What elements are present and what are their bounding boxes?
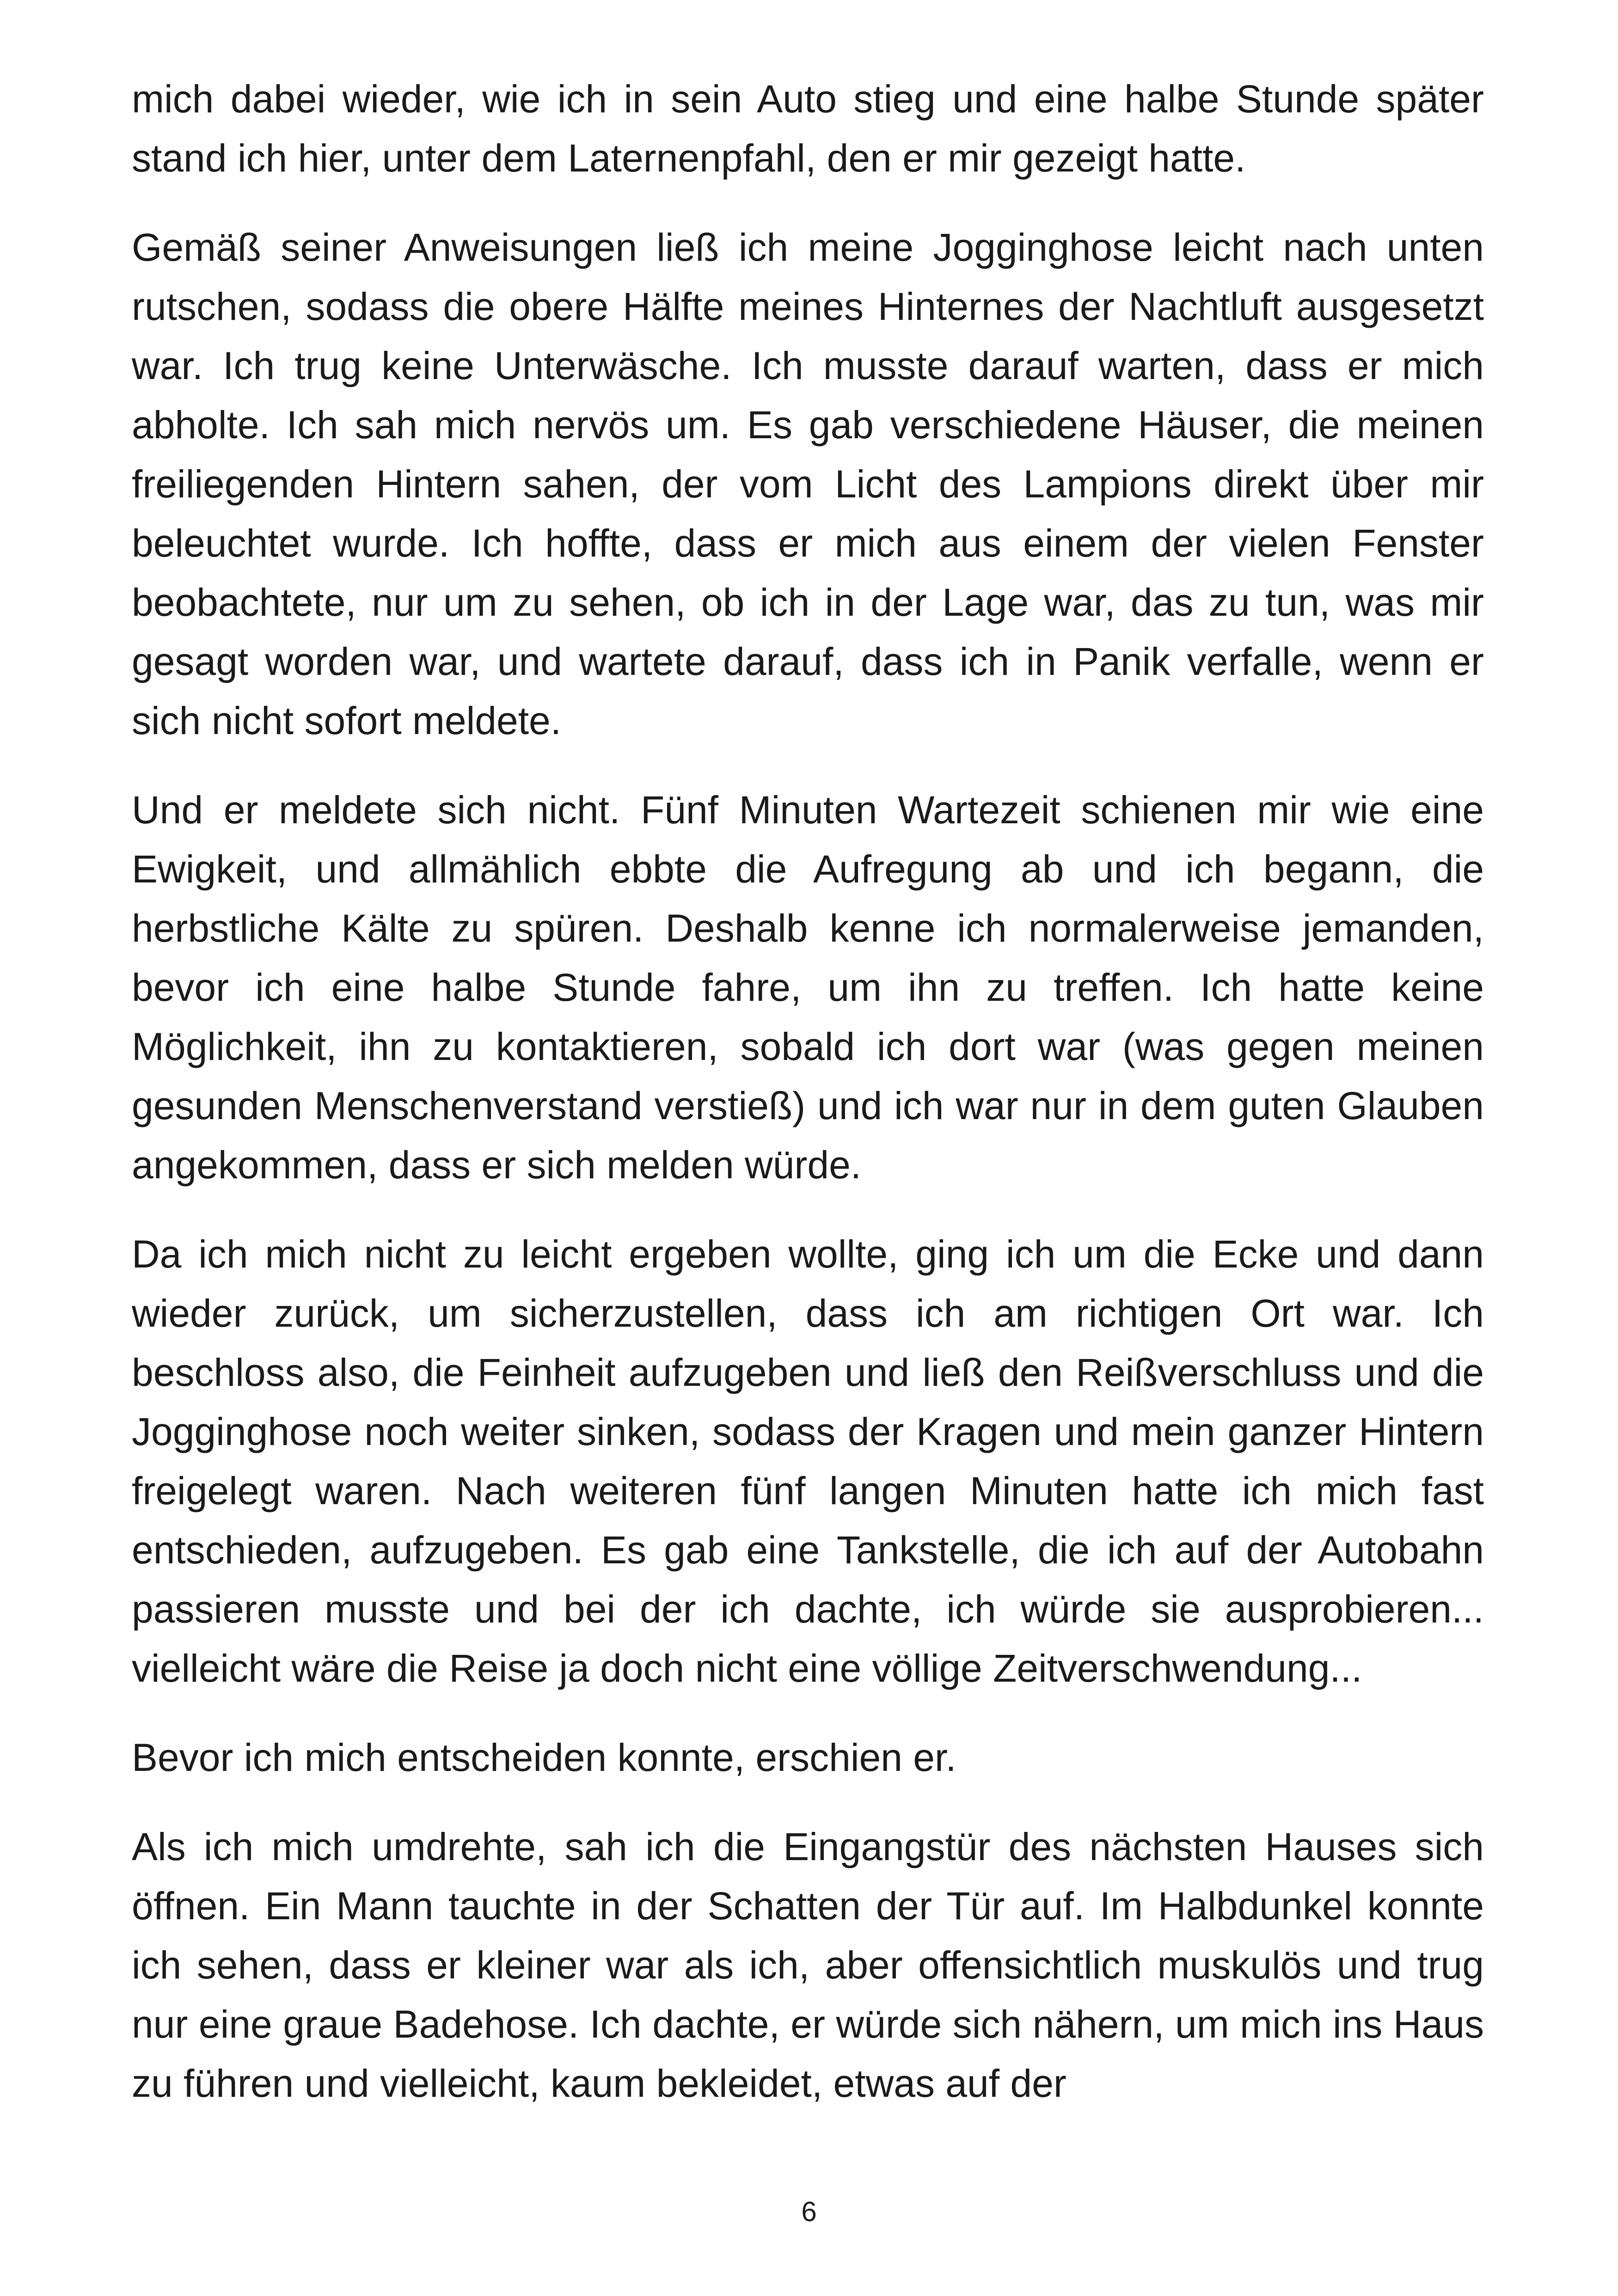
page-number: 6 (801, 2196, 817, 2227)
paragraph-6: Als ich mich umdrehte, sah ich die Eingangstür des nächsten Hauses sich öffnen. Ein Mann tauchte in der Schatten der Tür auf. Im Halbdunkel konnte ich sehen, dass er kleiner war als ich, aber offensichtlich muskulös und trug nur eine graue Badehose. Ich dachte, er würde sich nähern, um mich ins Haus zu führen und vielleicht, kaum bekleidet, etwas auf der (132, 1825, 1484, 2105)
paragraph-2: Gemäß seiner Anweisungen ließ ich meine Jogginghose leicht nach unten rutschen, sodass die obere Hälfte meines Hinternes der Nachtluft ausgesetzt war. Ich trug keine Unterwäsche. Ich musste darauf warten, dass er mich abholte. Ich sah mich nervös um. Es gab verschiedene Häuser, die meinen freiliegenden Hintern sahen, der vom Licht des Lampions direkt über mir beleuchtet wurde. Ich hoffte, dass er mich aus einem der vielen Fenster beobachtete, nur um zu sehen, ob ich in der Lage war, das zu tun, was mir gesagt worden war, und wartete darauf, dass ich in Panik verfalle, wenn er sich nicht sofort meldete. (132, 226, 1484, 742)
paragraph-5: Bevor ich mich entscheiden konnte, erschien er. (132, 1736, 956, 1779)
paragraph-3: Und er meldete sich nicht. Fünf Minuten Wartezeit schienen mir wie eine Ewigkeit, und allmählich ebbte die Aufregung ab und ich begann, die herbstliche Kälte zu spüren. Deshalb kenne ich normalerweise jemanden, bevor ich eine halbe Stunde fahre, um ihn zu treffen. Ich hatte keine Möglichkeit, ihn zu kontaktieren, sobald ich dort war (was gegen meinen gesunden Menschenverstand verstieß) und ich war nur in dem guten Glauben angekommen, dass er sich melden würde. (132, 788, 1484, 1187)
paragraph-1: mich dabei wieder, wie ich in sein Auto stieg und eine halbe Stunde später stand ich hier, unter dem Laternenpfahl, den er mir gezeigt hatte. (132, 77, 1484, 180)
paragraph-4: Da ich mich nicht zu leicht ergeben wollte, ging ich um die Ecke und dann wieder zurück, um sicherzustellen, dass ich am richtigen Ort war. Ich beschloss also, die Feinheit aufzugeben und ließ den Reißverschluss und die Jogginghose noch weiter sinken, sodass der Kragen und mein ganzer Hintern freigelegt waren. Nach weiteren fünf langen Minuten hatte ich mich fast entschieden, aufzugeben. Es gab eine Tankstelle, die ich auf der Autobahn passieren musste und bei der ich dachte, ich würde sie ausprobieren... vielleicht wäre die Reise ja doch nicht eine völlige Zeitverschwendung... (132, 1232, 1484, 1690)
body-text (132, 69, 1484, 2113)
